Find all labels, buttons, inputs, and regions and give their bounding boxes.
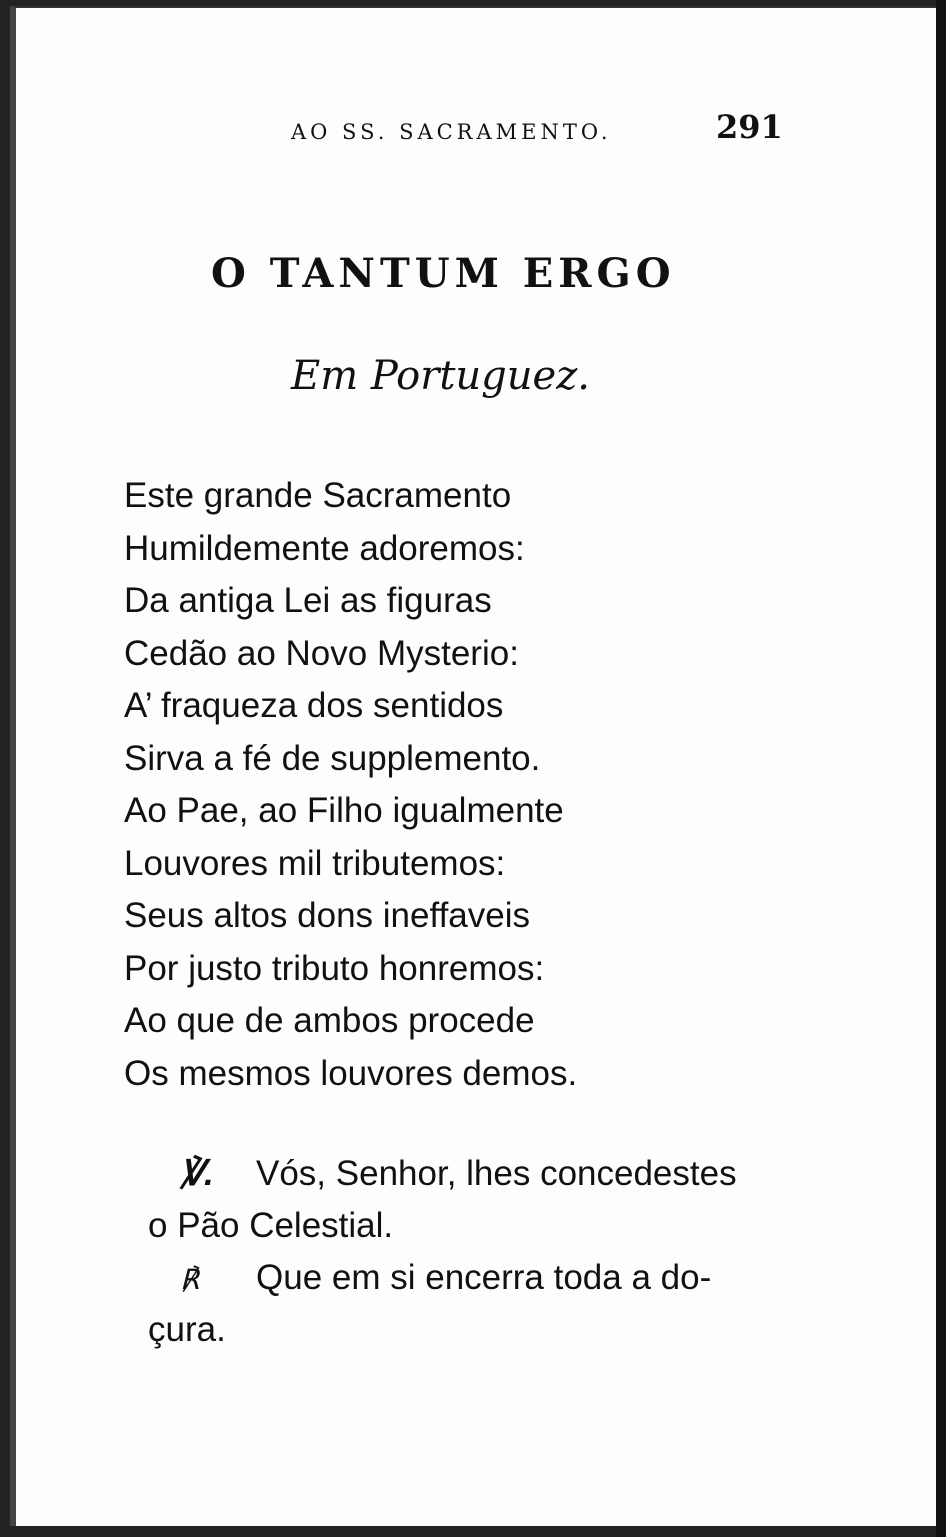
verse-line: Da antiga Lei as figuras xyxy=(124,581,492,620)
verse-line: Ao que de ambos procede xyxy=(124,1001,535,1040)
response-continuation: çura. xyxy=(148,1310,226,1349)
versicle-text: Vós, Senhor, lhes concedestes xyxy=(256,1154,737,1193)
hymn-title: O TANTUM ERGO xyxy=(211,250,676,297)
verse-line: Este grande Sacramento xyxy=(124,476,512,515)
responsory xyxy=(126,1148,816,1356)
versicle xyxy=(126,1148,816,1200)
response-symbol: ℟ xyxy=(180,1264,200,1295)
verse-line: Seus altos dons ineffaveis xyxy=(124,896,531,935)
verse-line: Sirva a fé de supplemento. xyxy=(124,738,541,778)
hymn-subtitle: Em Portuguez. xyxy=(291,353,591,399)
page-edge-shadow xyxy=(936,0,946,1537)
verse-line: Por justo tributo honremos: xyxy=(124,948,545,988)
versicle-symbol: ℣. xyxy=(180,1154,214,1193)
verse-line: A’ fraqueza dos sentidos xyxy=(124,686,504,725)
response-text: Que em si encerra toda a do- xyxy=(256,1258,712,1297)
verse-line: Cedão ao Novo Mysterio: xyxy=(124,633,519,673)
running-head: AO SS. SACRAMENTO. xyxy=(291,120,612,144)
verse-line: Humildemente adoremos: xyxy=(124,528,525,568)
verse-line: Os mesmos louvores demos. xyxy=(124,1053,578,1093)
verse-line: Louvores mil tributemos: xyxy=(124,843,506,883)
page-number: 291 xyxy=(716,108,783,146)
book-page xyxy=(10,6,936,1526)
verse-line: Ao Pae, ao Filho igualmente xyxy=(124,791,564,830)
versicle-continuation: o Pão Celestial. xyxy=(148,1206,394,1245)
response xyxy=(126,1252,816,1304)
hymn-verse xyxy=(124,470,577,1100)
